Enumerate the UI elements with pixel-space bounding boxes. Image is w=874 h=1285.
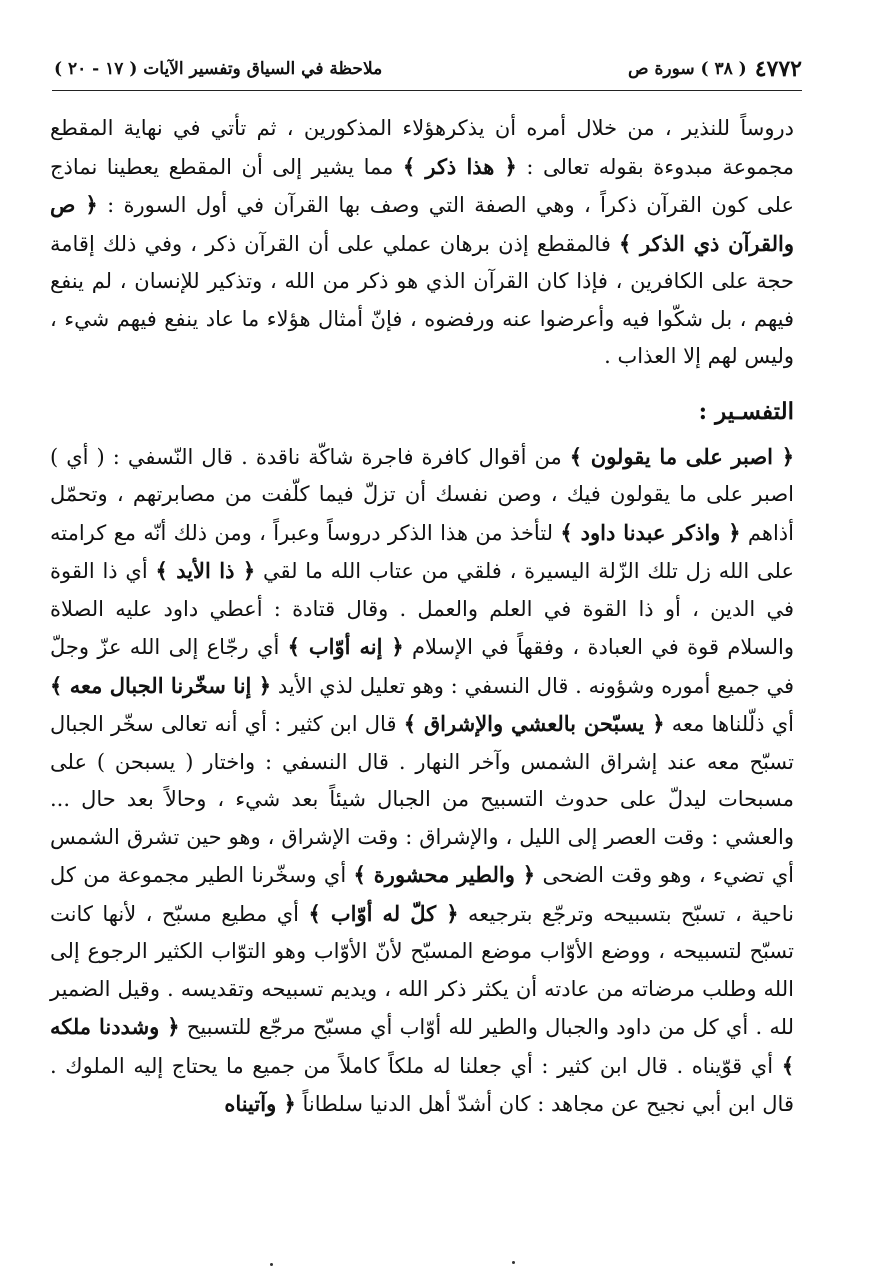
- page-body: [50, 110, 794, 1124]
- footer-dot: [512, 1261, 515, 1264]
- quran-quote: ﴿ ذا الأيد ﴾: [155, 558, 256, 583]
- quran-quote: ﴿ إنه أوّاب ﴾: [287, 634, 404, 659]
- page-footer: [0, 1259, 874, 1279]
- quran-quote: ﴿ يسبّحن بالعشي والإشراق ﴾: [403, 711, 665, 736]
- quran-quote: ﴿ إنا سخّرنا الجبال معه ﴾: [50, 672, 272, 698]
- quran-quote: ﴿ والطير محشورة ﴾: [353, 862, 536, 887]
- quran-quote: ﴿ كلّ له أوّاب ﴾: [308, 900, 459, 926]
- tafsir-paragraph: ﴿ اصبر على ما يقولون ﴾ من أقوال كافرة فاجرة شاكّة ناقدة . قال النّسفي : ( أي ) اصبر على ما يقولون فيك ، وصن نفسك أن تزلّ فيما كلّفت من مصابرتهم ، وتحمّل أذاهم ﴿ واذكر عبدنا داود ﴾ لتأخذ من هذا الذكر دروساً وعبراً ، ومن ذلك أنّه مع كرامته على الله زل تلك الزّلة اليسيرة ، فلقي من عتاب الله ما لقي ﴿ ذا الأيد ﴾ أي ذا القوة في الدين ، أو ذا القوة في العلم والعمل . وقال قتادة : أعطي داود عليه الصلاة والسلام قوة في العبادة ، وفقهاً في الإسلام ﴿ إنه أوّاب ﴾ أي رجّاع إلى الله عزّ وجلّ في جميع أموره وشؤونه . قال النسفي : وهو تعليل لذي الأيد ﴿ إنا سخّرنا الجبال معه ﴾ أي ذلّلناها معه ﴿ يسبّحن بالعشي والإشراق ﴾ قال ابن كثير : أي أنه تعالى سخّر الجبال تسبّح معه عند إشراق الشمس وآخر النهار . قال النسفي : واختار ( يسبحن ) على مسبحات ليدلّ على حدوث التسبيح من الجبال شيئاً بعد شيء ، وحالاً بعد حال ... والعشي : وقت العصر إلى الليل ، والإشراق : وقت الإشراق ، وهو حين تشرق الشمس أي تضيء ، وهو وقت الضحى ﴿ والطير محشورة ﴾ أي وسخّرنا الطير مجموعة من كل ناحية ، تسبّح بتسبيحه وترجّع بترجيعه ﴿ كلّ له أوّاب ﴾ أي مطيع مسبّح ، لأنها كانت تسبّح لتسبيحه ، ووضع الأوّاب موضع المسبّح لأنّ الأوّاب وهو التوّاب الكثير الرجوع إلى الله وطلب مرضاته من عادته أن يكثر ذكر الله ، ويديم تسبيحه وتقديسه . وقيل الضمير لله . أي كل من داود والجبال والطير لله أوّاب أي مسبّح مرجّع للتسبيح ﴿ وشددنا ملكه ﴾ أي قوّيناه . قال ابن كثير : أي جعلنا له ملكاً كاملاً من جميع ما يحتاج إليه الملوك . قال ابن أبي نجيح عن مجاهد : كان أشدّ أهل الدنيا سلطاناً ﴿ وآتيناه: [50, 443, 795, 1116]
- page-number: ٤٧٧٢: [754, 56, 802, 82]
- intro-paragraph: دروساً للنذير ، من خلال أمره أن يذكرهؤلاء المذكورين ، ثم تأتي في نهاية المقطع مجموعة مبدوءة بقوله تعالى : ﴿ هذا ذكر ﴾ مما يشير إلى أن المقطع يعطينا نماذج على كون القرآن ذكراً ، وهي الصفة التي وصف بها القرآن في أول السورة : ﴿ ص والقرآن ذي الذكر ﴾ فالمقطع إذن برهان عملي على أن القرآن ذكر ، وفي ذلك إقامة حجة على الكافرين ، فإذا كان القرآن الذي هو ذكر من الله ، وتذكير للإنسان ، لم ينفع فيهم ، بل شكّوا فيه وأعرضوا عنه ورفضوه ، فإنّ أمثال هؤلاء ما عاد ينفع فيهم شيء ، وليس لهم إلا العذاب .: [50, 116, 795, 368]
- footer-dot: [270, 1263, 273, 1266]
- section-title: ملاحظة في السياق وتفسير الآيات ( ١٧ - ٢٠ ): [54, 59, 383, 79]
- page-header: [54, 52, 802, 86]
- surah-label: ( ٣٨ ) سورة ص: [628, 59, 747, 79]
- tafsir-block: [50, 438, 794, 1124]
- quran-quote: ﴿ وشددنا ملكه ﴾: [50, 1014, 794, 1078]
- header-divider: [52, 90, 802, 91]
- header-right: [628, 56, 802, 82]
- quran-quote: ﴿ وآتيناه: [224, 1091, 296, 1116]
- quran-quote: ﴿ واذكر عبدنا داود ﴾: [560, 519, 741, 545]
- tafsir-heading: التفسـير :: [698, 397, 794, 425]
- quran-quote: ﴿ ص والقرآن ذي الذكر ﴾: [50, 192, 795, 256]
- quran-quote: ﴿ هذا ذكر ﴾: [402, 153, 517, 179]
- quran-quote: ﴿ اصبر على ما يقولون ﴾: [569, 443, 795, 469]
